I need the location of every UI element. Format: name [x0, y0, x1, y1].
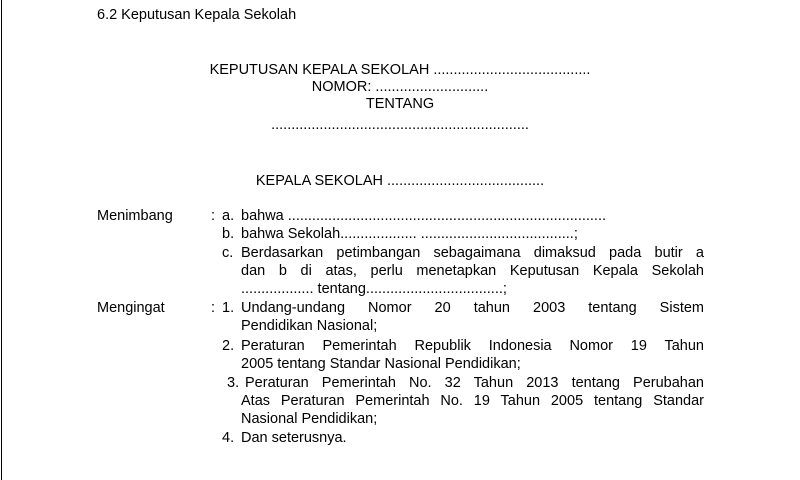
signer-title: KEPALA SEKOLAH .......................................	[255, 173, 545, 189]
menimbang-item-b-line: bahwa Sekolah................... ......................................;	[241, 226, 578, 242]
menimbang-marker-c: c.	[222, 245, 234, 261]
menimbang-item-c-line: dan b di atas, perlu menetapkan Keputusan Kepala Sekolah	[241, 263, 704, 279]
menimbang-marker-a: a.	[222, 208, 235, 224]
menimbang-label: Menimbang	[97, 208, 173, 224]
decree-number: NOMOR: ............................	[311, 79, 489, 95]
decree-title: KEPUTUSAN KEPALA SEKOLAH .......................................	[209, 62, 591, 78]
mengingat-marker-4: 4.	[222, 430, 235, 446]
menimbang-colon: :	[211, 208, 216, 224]
decree-about-label: TENTANG	[365, 96, 435, 112]
mengingat-marker-1: 1.	[222, 300, 235, 316]
menimbang-item-c-line: .................. tentang..................................;	[241, 281, 507, 297]
mengingat-marker-2: 2.	[222, 338, 235, 354]
menimbang-marker-b: b.	[222, 226, 235, 242]
section-heading: 6.2 Keputusan Kepala Sekolah	[97, 7, 297, 23]
mengingat-item-3-line: Peraturan Pemerintah No. 32 Tahun 2013 tentang Perubahan	[245, 375, 704, 391]
mengingat-label: Mengingat	[97, 300, 165, 316]
mengingat-item-2-line: 2005 tentang Standar Nasional Pendidikan;	[241, 356, 521, 372]
menimbang-item-a-line: bahwa ...............................................................................	[241, 208, 607, 224]
mengingat-item-3-line: Nasional Pendidikan;	[241, 411, 378, 427]
mengingat-colon: :	[211, 300, 216, 316]
menimbang-item-c-line: Berdasarkan petimbangan sebagaimana dimaksud pada butir a	[241, 245, 704, 261]
mengingat-item-4-line: Dan seterusnya.	[241, 430, 347, 446]
mengingat-item-1-line: Undang-undang Nomor 20 tahun 2003 tentang Sistem	[241, 300, 704, 316]
mengingat-item-3-line: Atas Peraturan Pemerintah No. 19 Tahun 2005 tentang Standar	[241, 393, 704, 409]
mengingat-item-2-line: Peraturan Pemerintah Republik Indonesia Nomor 19 Tahun	[241, 338, 704, 354]
mengingat-marker-3: 3.	[227, 375, 240, 391]
page-left-border	[1, 0, 2, 480]
decree-subject-placeholder: ................................................................	[271, 117, 529, 133]
mengingat-item-1-line: Pendidikan Nasional;	[241, 318, 378, 334]
